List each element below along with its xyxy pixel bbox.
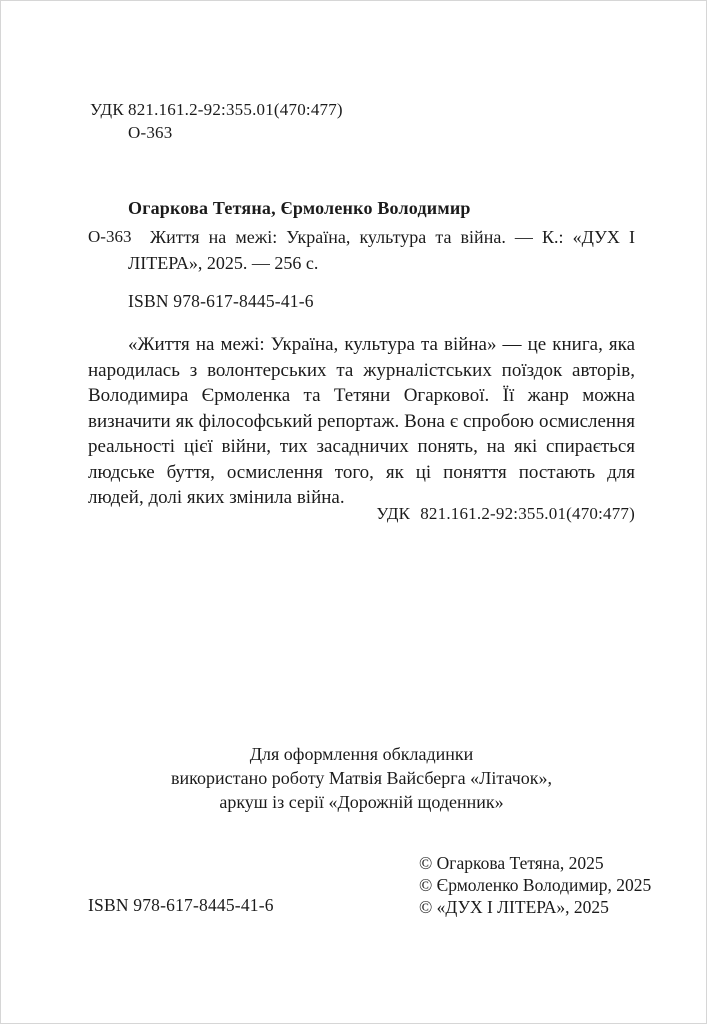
udk-classification-bottom <box>88 504 635 524</box>
cover-credit-note <box>88 742 635 814</box>
udk-line <box>90 98 343 121</box>
copyright-block <box>419 852 651 918</box>
udk-bottom-label: УДК <box>376 504 411 523</box>
udk-bottom-value: 821.161.2-92:355.01(470:477) <box>420 504 635 523</box>
isbn-number-bottom: ISBN 978-617-8445-41-6 <box>88 895 274 915</box>
cover-credit-line-2: використано роботу Матвія Вайсберга «Літачок», <box>171 768 552 788</box>
bibliographic-description: Життя на межі: Україна, культура та війна. — К.: «ДУХ І ЛІТЕРА», 2025. — 256 с. <box>128 227 635 273</box>
cover-credit-line-3: аркуш із серії «Дорожній щоденник» <box>219 792 504 812</box>
copyright-publisher: © «ДУХ І ЛІТЕРА», 2025 <box>419 897 609 917</box>
book-annotation: «Життя на межі: Україна, культура та війна» — це книга, яка народилась з волонтерських та журналістських поїздок авторів, Володимира Єрмоленка та Тетяни Огаркової. Її жанр можна визначити як філософський репортаж. Вона є спробою осмислення реальності цієї війни, тих засадничих понять, на які спирається людське буття, осмислення того, як ці поняття постають для людей, долі яких змінила війна. <box>88 334 635 508</box>
copyright-author-1: © Огаркова Тетяна, 2025 <box>419 853 604 873</box>
author-mark: О-363 <box>128 123 173 142</box>
bibliographic-entry <box>88 224 635 276</box>
authors-heading: Огаркова Тетяна, Єрмоленко Володимир <box>128 198 471 218</box>
isbn-number: ISBN 978-617-8445-41-6 <box>128 291 314 311</box>
catalog-code: О-363 <box>88 227 132 246</box>
copyright-author-2: © Єрмоленко Володимир, 2025 <box>419 875 652 895</box>
udk-value: 821.161.2-92:355.01(470:477) <box>128 100 343 119</box>
udk-label: УДК <box>90 100 124 119</box>
cover-credit-line-1: Для оформлення обкладинки <box>249 744 474 764</box>
udk-classification-block <box>90 98 343 144</box>
